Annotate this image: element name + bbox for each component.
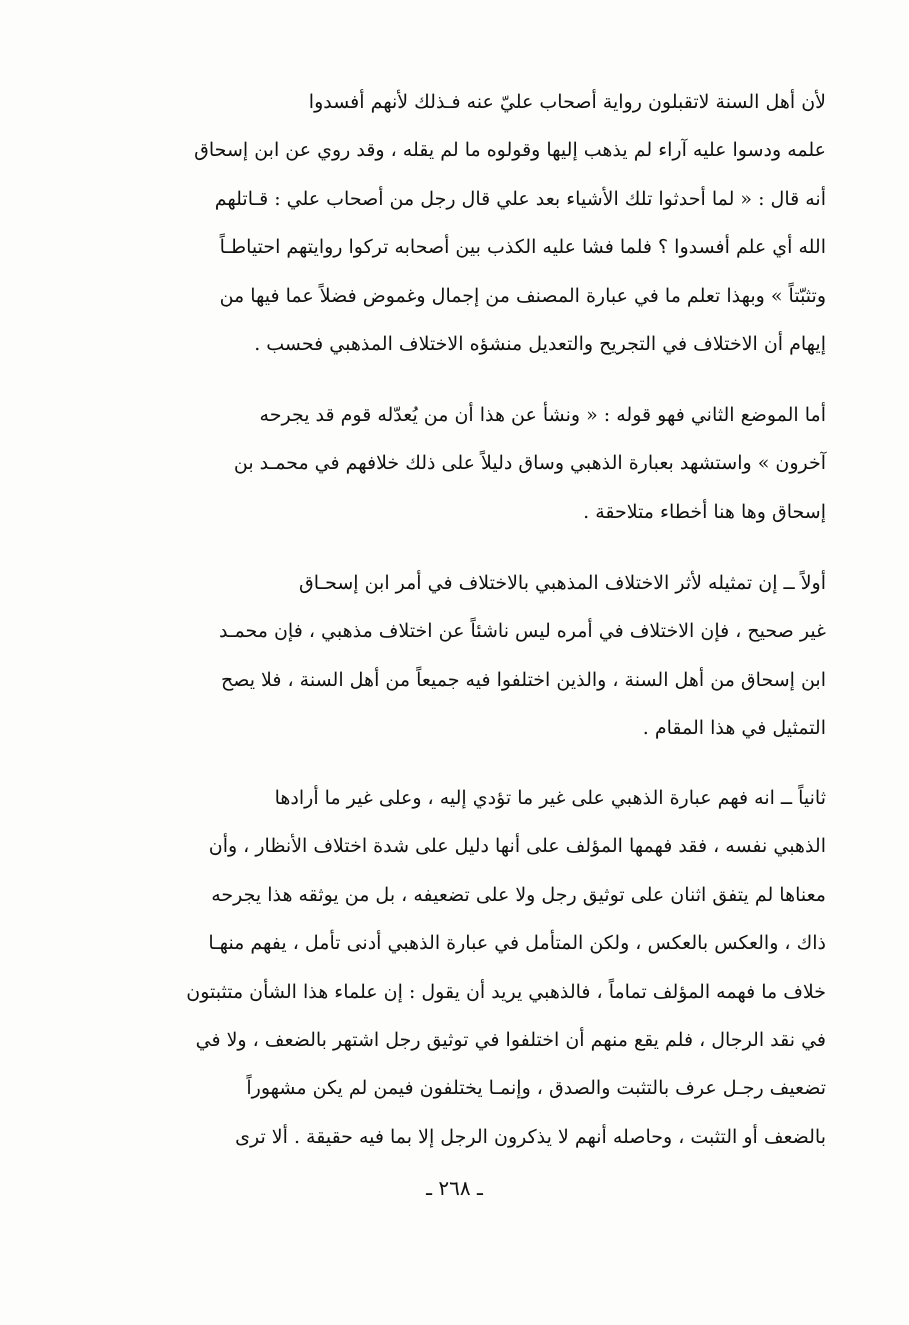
- text-line: تضعيف رجـل عرف بالتثبت والصدق ، وإنمـا يختلفون فيمن لم يكن مشهوراً: [246, 1077, 826, 1100]
- text-line: ثانياً ــ انه فهم عبارة الذهبي على غير ما تؤدي إليه ، وعلى غير ما أرادها: [274, 787, 826, 809]
- text-line: الله أي علم أفسدوا ؟ فلما فشا عليه الكذب بين أصحابه تركوا روايتهم احتياطـاً: [219, 236, 826, 259]
- text-line: إسحاق وها هنا أخطاء متلاحقة .: [583, 500, 826, 523]
- text-line: أما الموضع الثاني فهو قوله : « ونشأ عن هذا أن من يُعدّله قوم قد يجرحه: [259, 404, 826, 426]
- paragraph-2: [78, 391, 826, 536]
- text-line: وتثبّتاً » وبهذا تعلم ما في عبارة المصنف من إجمال وغموض فضلاً عما فيها من: [219, 284, 826, 307]
- text-line: أنه قال : « لما أحدثوا تلك الأشياء بعد علي قال رجل من أصحاب علي : قـاتلهم: [214, 187, 826, 210]
- text-line: ذاك ، والعكس بالعكس ، ولكن المتأمل في عبارة الذهبي أدنى تأمل ، يفهم منهـا: [208, 932, 826, 955]
- text-line: علمه ودسوا عليه آراء لم يذهب إليها وقولوه ما لم يقله ، وقد روي عن ابن إسحاق: [194, 139, 826, 162]
- paragraph-4: [78, 774, 826, 1161]
- page-number: ـ ٢٦٨ ـ: [426, 1176, 483, 1200]
- text-line: بالضعف أو التثبت ، وحاصله أنهم لا يذكرون الرجل إلا بما فيه حقيقة . ألا ترى: [235, 1125, 826, 1148]
- text-line: الذهبي نفسه ، فقد فهمها المؤلف على أنها دليل على شدة اختلاف الأنظار ، وأن: [208, 835, 826, 858]
- paragraph-1: [78, 78, 826, 368]
- text-line: آخرون » واستشهد بعبارة الذهبي وساق دليلاً على ذلك خلافهم في محمـد بن: [233, 452, 826, 475]
- text-line: غير صحيح ، فإن الاختلاف في أمره ليس ناشئاً عن اختلاف مذهبي ، فإن محمـد: [218, 620, 826, 643]
- text-line: إيهام أن الاختلاف في التجريح والتعديل منشؤه الاختلاف المذهبي فحسب .: [254, 332, 826, 355]
- text-line: التمثيل في هذا المقام .: [642, 717, 826, 740]
- paragraph-3: [78, 559, 826, 753]
- text-line: لأن أهل السنة لاتقبلون رواية أصحاب عليّ عنه فـذلك لأنهم أفسدوا: [308, 91, 826, 113]
- text-line: في نقد الرجال ، فلم يقع منهم أن اختلفوا في توثيق رجل اشتهر بالضعف ، ولا في: [195, 1028, 826, 1051]
- text-line: خلاف ما فهمه المؤلف تماماً ، فالذهبي يريد أن يقول : إن علماء هذا الشأن متثبتون: [186, 980, 826, 1003]
- text-line: أولاً ــ إن تمثيله لأثر الاختلاف المذهبي بالاختلاف في أمر ابن إسحـاق: [298, 572, 826, 594]
- text-line: معناها لم يتفق اثنان على توثيق رجل ولا على تضعيفه ، بل من يوثقه هذا يجرحه: [211, 883, 826, 906]
- text-line: ابن إسحاق من أهل السنة ، والذين اختلفوا فيه جميعاً من أهل السنة ، فلا يصح: [220, 668, 826, 691]
